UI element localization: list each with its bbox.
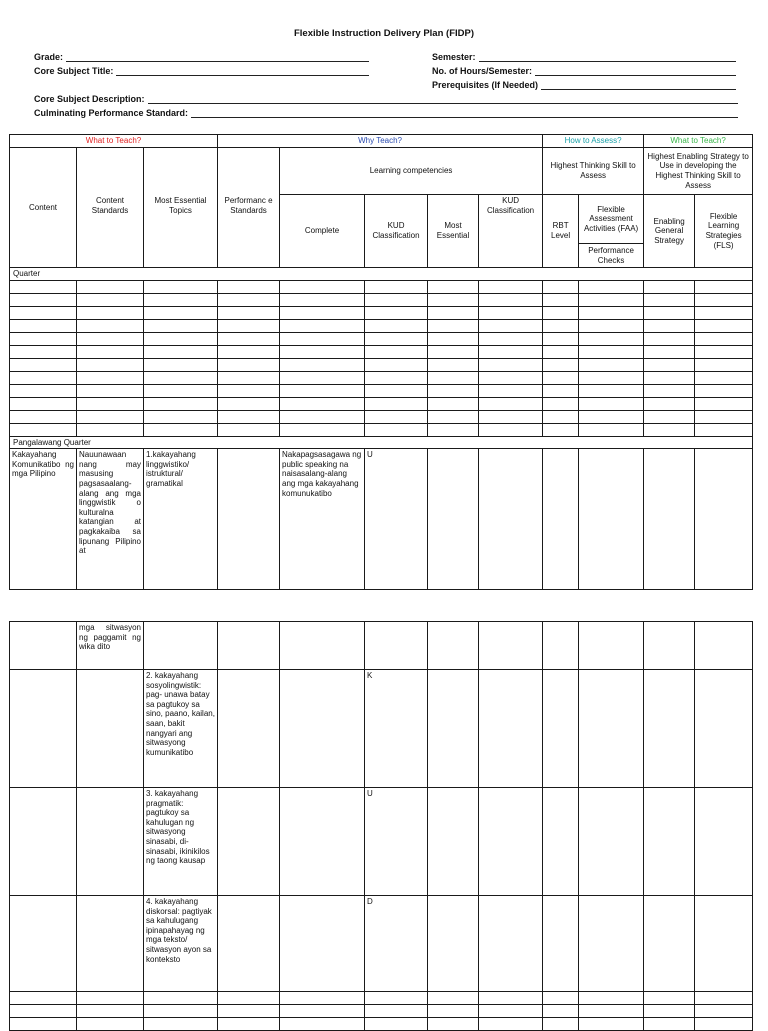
cell-most-essential [428, 622, 479, 670]
header-learning-competencies: Learning competencies [280, 148, 543, 195]
cell-content: Kakayahang Komunikatibo ng mga Pilipino [10, 449, 77, 590]
cell-performance-standards [218, 622, 280, 670]
empty-row [10, 410, 753, 423]
cell-faa [579, 622, 644, 670]
table-row [10, 670, 753, 788]
quarter-label-2: Pangalawang Quarter [10, 436, 753, 449]
cell-content-standards: Nauunawaan nang may masusing pagsasaalang-alang ang mga linggwistik o kulturalna katangian at pagkakaiba sa lipunang Pilipino at [77, 449, 144, 590]
quarter-label: Quarter [10, 268, 753, 281]
cell-content-standards: mga sitwasyon ng paggamit ng wika dito [77, 622, 144, 670]
hours-label: No. of Hours/Semester: [432, 66, 533, 76]
group-why-teach: Why Teach? [218, 135, 543, 148]
core-subject-title-label: Core Subject Title: [34, 66, 114, 76]
cell-kud: K [365, 670, 428, 788]
cell-topic [144, 622, 218, 670]
table-row [10, 896, 753, 992]
empty-row [10, 332, 753, 345]
header-content: Content [10, 148, 77, 268]
header-most-essential-topics: Most Essential Topics [144, 148, 218, 268]
header-fls: Flexible Learning Strategies (FLS) [695, 195, 753, 268]
header-kud-classification: KUD Classification [365, 195, 428, 268]
cell-rbt [543, 449, 579, 590]
cell-kud: D [365, 896, 428, 992]
header-kud-classification-2: KUD Classification [479, 195, 543, 268]
empty-row [10, 397, 753, 410]
cell-rbt [543, 622, 579, 670]
semester-field[interactable] [432, 52, 736, 62]
core-subject-title-field[interactable] [34, 66, 369, 76]
empty-row [10, 345, 753, 358]
cell-complete [280, 622, 365, 670]
cell-kud-2 [479, 622, 543, 670]
header-content-standards: Content Standards [77, 148, 144, 268]
empty-row [10, 423, 753, 436]
group-what-to-teach: What to Teach? [10, 135, 218, 148]
empty-row [10, 358, 753, 371]
empty-row [10, 371, 753, 384]
empty-row [10, 293, 753, 306]
table-row [10, 449, 753, 590]
document-title: Flexible Instruction Delivery Plan (FIDP) [293, 28, 474, 39]
cell-most-essential [428, 449, 479, 590]
semester-label: Semester: [432, 52, 476, 62]
cell-enabling [644, 449, 695, 590]
cell-complete: Nakapagsasagawa ng public speaking na naisasalang-alang ang mga kakayahang komunukatibo [280, 449, 365, 590]
cell-kud [365, 622, 428, 670]
hours-field[interactable] [432, 66, 736, 76]
grade-field[interactable] [34, 52, 369, 62]
header-complete: Complete [280, 195, 365, 268]
empty-row [10, 306, 753, 319]
table-row [10, 788, 753, 896]
cell-kud-2 [479, 449, 543, 590]
core-subject-description-field[interactable] [34, 94, 738, 104]
header-rbt-level: RBT Level [543, 195, 579, 268]
fidp-table-page1 [9, 134, 753, 590]
fidp-table-page2 [9, 621, 753, 1031]
prerequisites-field[interactable] [432, 80, 736, 90]
header-performance-standards: Performanc e Standards [218, 148, 280, 268]
cell-topic: 1.kakayahang linggwistiko/ istruktural/ gramatikal [144, 449, 218, 590]
cell-kud: U [365, 449, 428, 590]
culminating-standard-field[interactable] [34, 108, 738, 118]
header-highest-thinking-skill: Highest Thinking Skill to Assess [543, 148, 644, 195]
table-row [10, 622, 753, 670]
group-what-to-teach-2: What to Teach? [644, 135, 753, 148]
cell-performance-standards [218, 449, 280, 590]
cell-fls [695, 449, 753, 590]
grade-label: Grade: [34, 52, 64, 62]
cell-topic: 4. kakayahang diskorsal: pagtiyak sa kahulugang ipinapahayag ng mga teksto/ sitwasyon ayon sa konteksto [144, 896, 218, 992]
cell-kud: U [365, 788, 428, 896]
header-enabling-general-strategy: Enabling General Strategy [644, 195, 695, 268]
empty-row [10, 319, 753, 332]
culminating-standard-label: Culminating Performance Standard: [34, 108, 189, 118]
header-most-essential: Most Essential [428, 195, 479, 268]
empty-row [10, 1018, 753, 1031]
cell-topic: 2. kakayahang sosyolingwistik: pag- unawa batay sa pagtukoy sa sino, paano, kailan, saan, bakit nangyari ang sitwasyong kumunikatibo [144, 670, 218, 788]
empty-row [10, 384, 753, 397]
cell-topic: 3. kakayahang pragmatik: pagtukoy sa kahulugan ng sitwasyong sinasabi, di-sinasabi, ikinikilos ng taong kausap [144, 788, 218, 896]
group-how-to-assess: How to Assess? [543, 135, 644, 148]
cell-fls [695, 622, 753, 670]
core-subject-description-label: Core Subject Description: [34, 94, 145, 104]
empty-row [10, 1005, 753, 1018]
header-faa: Flexible Assessment Activities (FAA) [579, 195, 644, 244]
header-performance-checks: Performance Checks [579, 244, 644, 268]
header-highest-enabling-strategy: Highest Enabling Strategy to Use in developing the Highest Thinking Skill to Assess [644, 148, 753, 195]
cell-enabling [644, 622, 695, 670]
empty-row [10, 992, 753, 1005]
cell-faa [579, 449, 644, 590]
cell-content [10, 622, 77, 670]
empty-row [10, 280, 753, 293]
prerequisites-label: Prerequisites (If Needed) [432, 80, 539, 90]
